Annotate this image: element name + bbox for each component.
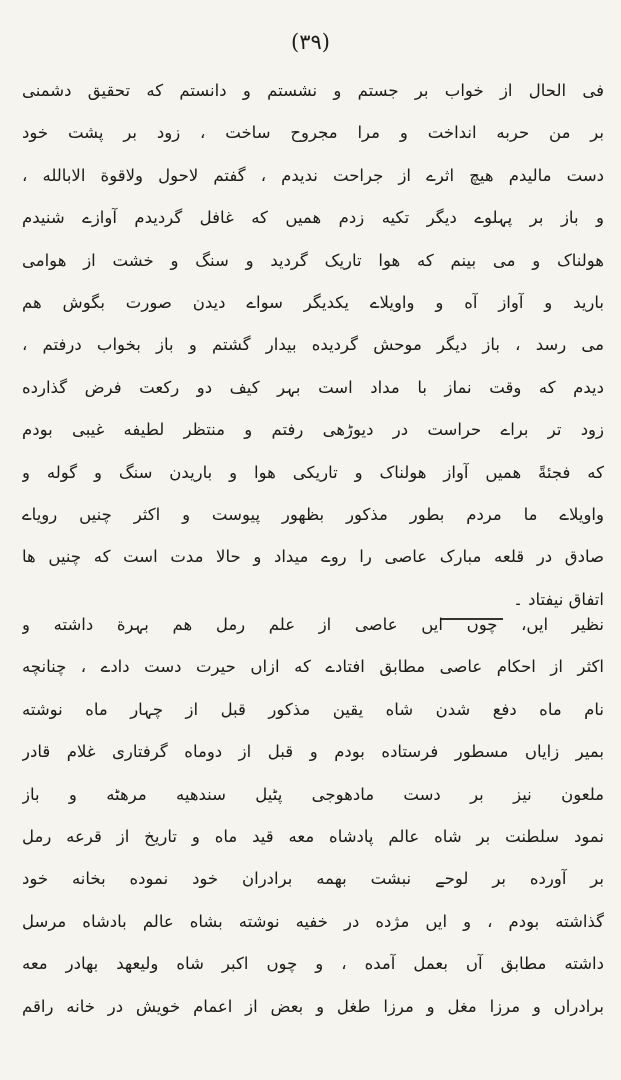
text-line: ملعون نیز بر دست مادهوجی پٹیل سندهیه مرهٹه و باز <box>22 784 604 804</box>
text-line: بمیر زایاں مسطور فرستاده بودم و قبل از دوماه گرفتاری غلام قادر <box>22 742 604 762</box>
text-line: بارید و آواز آه و واویلاے یکدیگر سواے دیدن صورت بگوش هم <box>22 292 604 312</box>
text-line: دیدم که وقت نماز با مداد است بہر کیف دو رکعت فرض گذارده <box>22 377 604 397</box>
text-line: بر آورده بر لوحے نبشت بهمه برادران خود نموده بخانه خود <box>22 869 604 889</box>
text-line: نمود سلطنت بر شاه عالم پادشاه معه قید ماه و تاریخ از قرعه رمل <box>22 826 604 846</box>
text-line: داشته مطابق آں بعمل آمده ، و چوں اکبر شاه ولیعهد بهادر معه <box>22 954 604 974</box>
text-line: واویلاے ما مردم بطور مذکور بظهور پیوست و اکثر چنیں رویاے <box>22 504 604 524</box>
text-line: زود تر براے حراست در دیوڑهی رفتم و منتظر لطیفه غیبی بودم <box>22 420 604 440</box>
text-line: صادق در قلعه مبارک عاصی را روے میداد و حالا مدت است که چنیں ها <box>22 547 604 567</box>
text-line: گذاشته بودم ، و ایں مژده در خفیه نوشته بشاه عالم بادشاه مرسل <box>22 911 604 931</box>
text-line: هولناک و می بینم که هوا تاریک گردید و سنگ و خشت از هوامی <box>22 250 604 270</box>
paragraph-2 <box>22 604 604 1028</box>
text-line: می رسد ، باز دیگر موحش گردیده بیدار گشتم و باز بخواب درفتم ، <box>22 335 604 355</box>
text-line: دست مالیدم هیچ اثرے از جراحت ندیدم ، گفتم لاحول ولاقوة الابالله ، <box>22 165 604 185</box>
text-line: و باز بر پہلوے دیگر تکیه زدم همیں که غافل گردیدم آوازے شنیدم <box>22 208 604 228</box>
text-line: که فجئةً همیں آواز هولناک و تاریکی هوا و باریدن سنگ و گوله و <box>22 462 604 482</box>
text-line: نام ماه دفع شدن شاه یقین مذکور قبل از چہار ماه نوشته <box>22 699 604 719</box>
text-line: فی الحال از خواب بر جستم و نشستم و دانستم که تحقیق دشمنی <box>22 81 604 100</box>
paragraph-1 <box>22 70 604 621</box>
text-line-last: اتفاق نیفتاد ۔ <box>513 589 604 609</box>
text-line: اکثر از احکام عاصی مطابق افتادے که ازاں حیرت دست دادے ، چنانچه <box>22 657 604 677</box>
text-line: برادراں و مرزا مغل و مرزا طغل و بعض از اعمام خویش در خانه راقم <box>22 996 604 1016</box>
text-line: نظیر ایں، چوں ایں عاصی از علم رمل هم بہرة داشته و <box>22 615 604 634</box>
text-line: بر من حربه انداخت و مرا مجروح ساخت ، زود بر پشت خود <box>22 123 604 143</box>
page-number: (۳۹) <box>291 30 330 54</box>
